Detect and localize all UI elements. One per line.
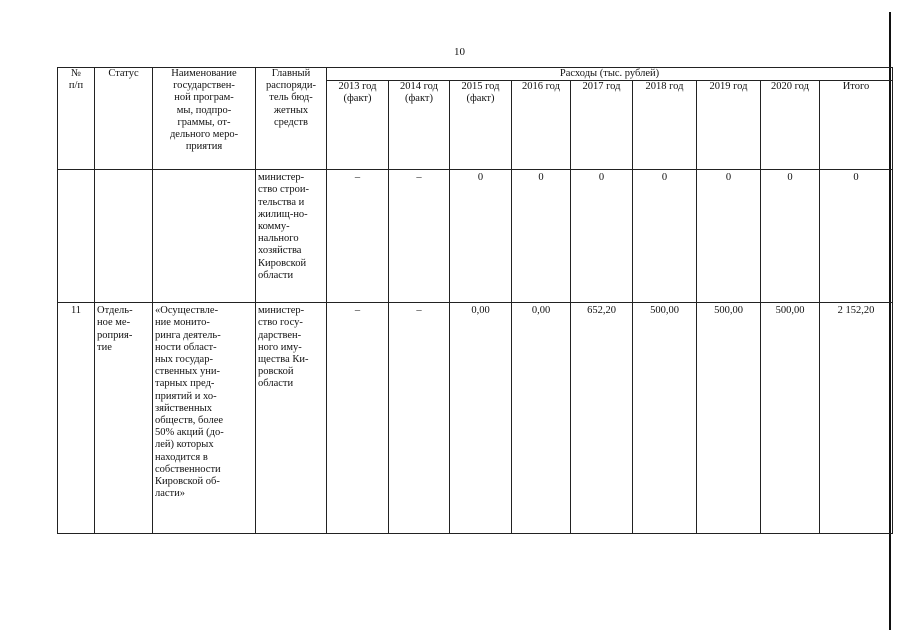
cell-value-total: 2 152,20 [820, 303, 893, 534]
cell-manager: министер- ство строи- тельства и жилищ-но- комму- нального хозяйства Кировской области [256, 170, 327, 303]
header-expenses: Расходы (тыс. рублей) [327, 68, 893, 81]
cell-value-2020: 0 [761, 170, 820, 303]
cell-name: «Осуществле- ние монито- ринга деятель- ности област- ных государ- ственных уни- тарных пред- приятий и хо- зяйственных обществ, более 50% акций (до- лей) которых находится в собственности Кировской об- ласти» [153, 303, 256, 534]
table-row [58, 170, 893, 303]
cell-status: Отдель- ное ме- роприя- тие [95, 303, 153, 534]
cell-value-2019: 0 [697, 170, 761, 303]
header-status: Статус [95, 68, 153, 170]
header-manager: Главный распоряди- тель бюд- жетных средств [256, 68, 327, 170]
cell-value-2015: 0 [450, 170, 512, 303]
header-year-2018: 2018 год [633, 81, 697, 170]
header-year-2015: 2015 год (факт) [450, 81, 512, 170]
cell-value-2018: 500,00 [633, 303, 697, 534]
cell-value-2017: 0 [571, 170, 633, 303]
cell-value-2016: 0 [512, 170, 571, 303]
table-row [58, 303, 893, 534]
cell-name [153, 170, 256, 303]
header-no: № п/п [58, 68, 95, 170]
cell-value-2015: 0,00 [450, 303, 512, 534]
cell-value-2014: – [389, 303, 450, 534]
header-year-2013: 2013 год (факт) [327, 81, 389, 170]
header-year-2017: 2017 год [571, 81, 633, 170]
cell-status [95, 170, 153, 303]
budget-table [57, 67, 893, 534]
header-total: Итого [820, 81, 893, 170]
header-year-2014: 2014 год (факт) [389, 81, 450, 170]
header-row [58, 68, 893, 81]
cell-value-2013: – [327, 170, 389, 303]
cell-value-2017: 652,20 [571, 303, 633, 534]
cell-value-2014: – [389, 170, 450, 303]
cell-value-total: 0 [820, 170, 893, 303]
header-year-2020: 2020 год [761, 81, 820, 170]
cell-value-2020: 500,00 [761, 303, 820, 534]
cell-no: 11 [58, 303, 95, 534]
cell-value-2019: 500,00 [697, 303, 761, 534]
header-name: Наименование государствен- ной програм- мы, подпро- граммы, от- дельного меро- приятия [153, 68, 256, 170]
page-number: 10 [454, 46, 465, 58]
header-year-2016: 2016 год [512, 81, 571, 170]
cell-value-2013: – [327, 303, 389, 534]
header-year-2019: 2019 год [697, 81, 761, 170]
cell-manager: министер- ство госу- дарствен- ного иму- щества Ки- ровской области [256, 303, 327, 534]
cell-value-2016: 0,00 [512, 303, 571, 534]
cell-no [58, 170, 95, 303]
cell-value-2018: 0 [633, 170, 697, 303]
